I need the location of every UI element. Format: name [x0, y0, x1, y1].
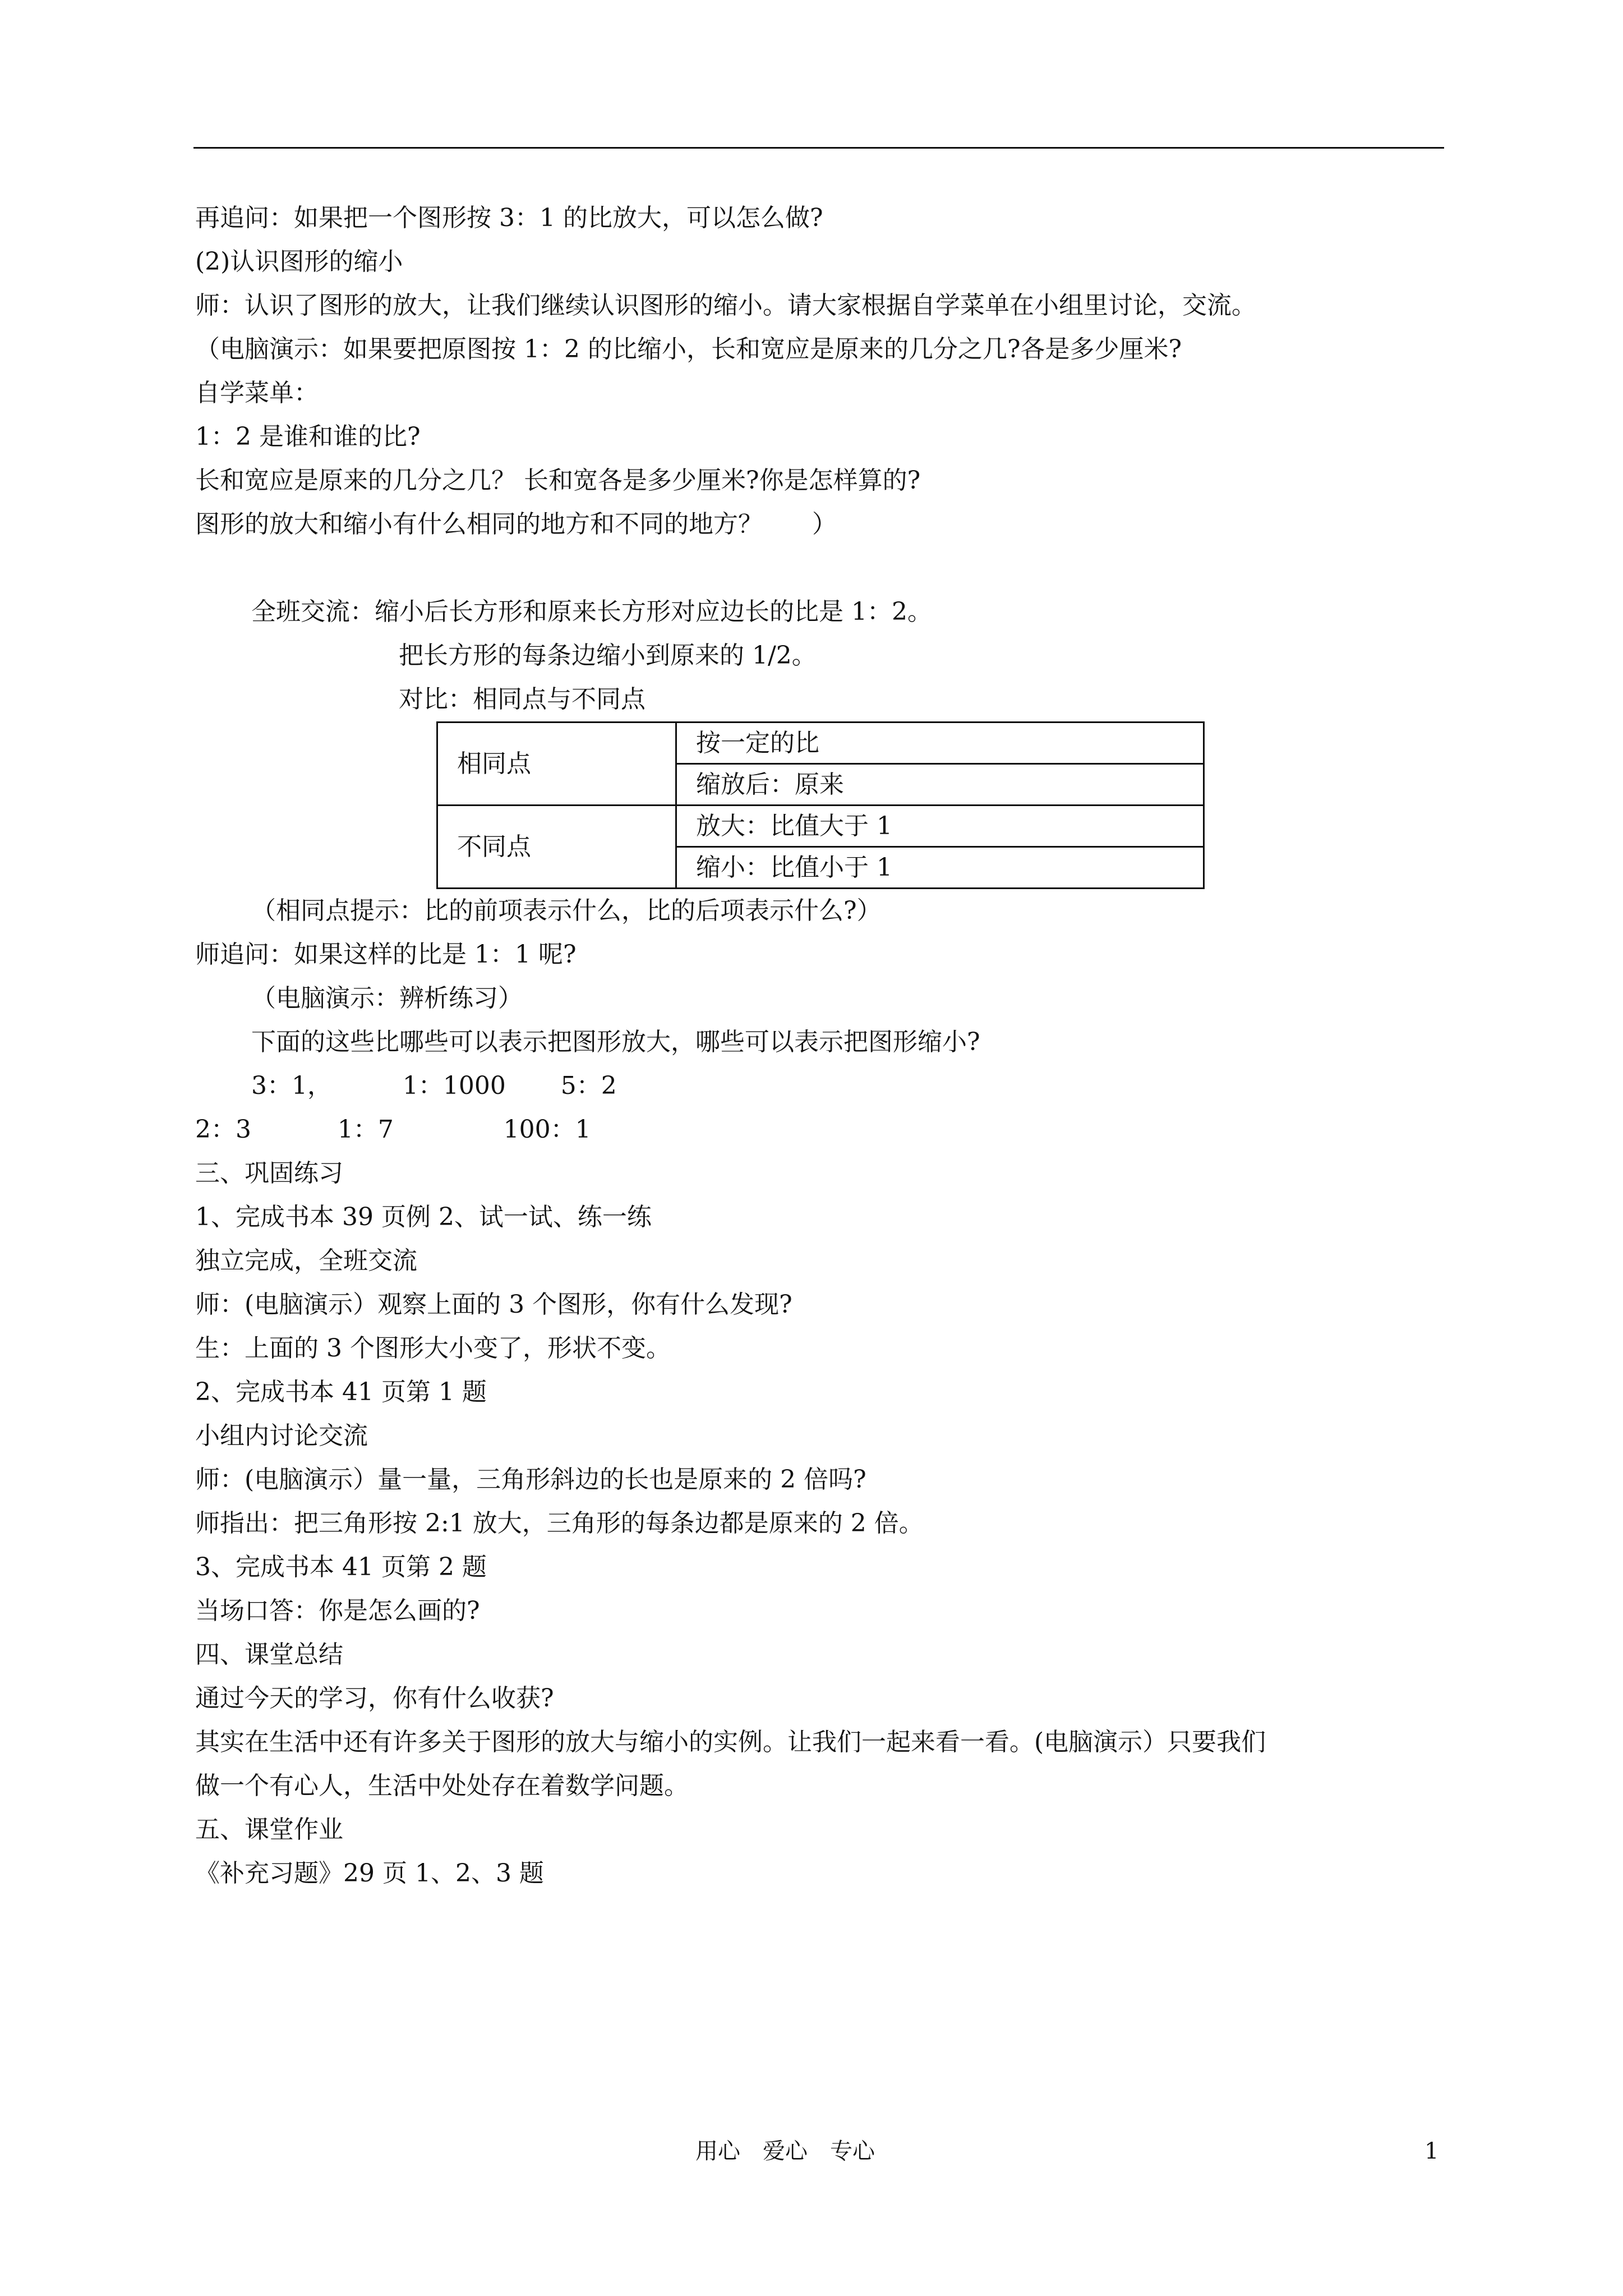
text-line: 小组内讨论交流 [195, 1421, 368, 1450]
header-rule [193, 147, 1444, 149]
ratio-line: 2：3 1：7 100：1 [195, 1115, 591, 1144]
text-line: 再追问：如果把一个图形按 3：1 的比放大，可以怎么做? [195, 204, 823, 232]
text-line: 长和宽应是原来的几分之几？ 长和宽各是多少厘米?你是怎样算的? [195, 466, 921, 495]
table-cell: 缩小：比值小于 1 [676, 847, 1204, 889]
text-line: 做一个有心人，生活中处处存在着数学问题。 [195, 1772, 689, 1800]
text-line: 独立完成，全班交流 [195, 1246, 417, 1275]
table-cell: 按一定的比 [676, 723, 1204, 764]
section-heading: 三、巩固练习 [195, 1159, 343, 1188]
table-row [437, 723, 1204, 764]
text-line: （相同点提示：比的前项表示什么，比的后项表示什么?） [251, 896, 882, 925]
text-line: 下面的这些比哪些可以表示把图形放大，哪些可以表示把图形缩小? [251, 1028, 980, 1056]
comparison-table [436, 721, 1205, 889]
text-line: 师追问：如果这样的比是 1：1 呢? [195, 940, 577, 969]
exchange-line: 对比：相同点与不同点 [399, 685, 645, 714]
text-line: 《补充习题》29 页 1、2、3 题 [195, 1859, 544, 1888]
ratio-line: 3：1， 1：1000 5：2 [251, 1071, 617, 1100]
section-heading: 四、课堂总结 [195, 1640, 343, 1669]
text-line: 1、完成书本 39 页例 2、试一试、练一练 [195, 1203, 652, 1231]
page-number: 1 [1424, 2138, 1439, 2164]
document-body [195, 196, 1451, 1895]
text-line: 师：(电脑演示）观察上面的 3 个图形，你有什么发现? [195, 1290, 792, 1319]
text-line: 3、完成书本 41 页第 2 题 [195, 1553, 487, 1581]
text-line: 师：(电脑演示）量一量，三角形斜边的长也是原来的 2 倍吗? [195, 1465, 866, 1494]
text-line: 生：上面的 3 个图形大小变了，形状不变。 [195, 1334, 671, 1363]
exchange-line: 全班交流：缩小后长方形和原来长方形对应边长的比是 1：2。 [251, 597, 932, 626]
text-line: 师：认识了图形的放大，让我们继续认识图形的缩小。请大家根据自学菜单在小组里讨论，交流。 [195, 291, 1256, 320]
same-label-cell: 相同点 [437, 723, 676, 806]
text-line: （电脑演示：如果要把原图按 1：2 的比缩小，长和宽应是原来的几分之几?各是多少厘米? [195, 335, 1182, 364]
section-heading: 五、课堂作业 [195, 1815, 343, 1844]
table-cell: 放大：比值大于 1 [676, 806, 1204, 847]
text-line: 当场口答：你是怎么画的? [195, 1596, 480, 1625]
text-line: 1：2 是谁和谁的比? [195, 422, 421, 451]
text-line: （电脑演示：辨析练习） [251, 984, 523, 1013]
table-cell: 缩放后：原来 [676, 764, 1204, 806]
text-line: 其实在生活中还有许多关于图形的放大与缩小的实例。让我们一起来看一看。(电脑演示）只要我们 [195, 1728, 1266, 1756]
text-line: 通过今天的学习，你有什么收获? [195, 1684, 554, 1713]
table-row [437, 806, 1204, 847]
text-line: 2、完成书本 41 页第 1 题 [195, 1378, 487, 1406]
section-heading: (2)认识图形的缩小 [195, 247, 403, 276]
footer-slogan: 用心 爱心 专心 [695, 2138, 875, 2164]
text-line: 师指出：把三角形按 2:1 放大，三角形的每条边都是原来的 2 倍。 [195, 1509, 924, 1538]
exchange-line: 把长方形的每条边缩小到原来的 1/2。 [399, 641, 817, 670]
text-line: 自学菜单： [195, 379, 319, 407]
text-line: 图形的放大和缩小有什么相同的地方和不同的地方？ ） [195, 510, 837, 539]
diff-label-cell: 不同点 [437, 806, 676, 889]
